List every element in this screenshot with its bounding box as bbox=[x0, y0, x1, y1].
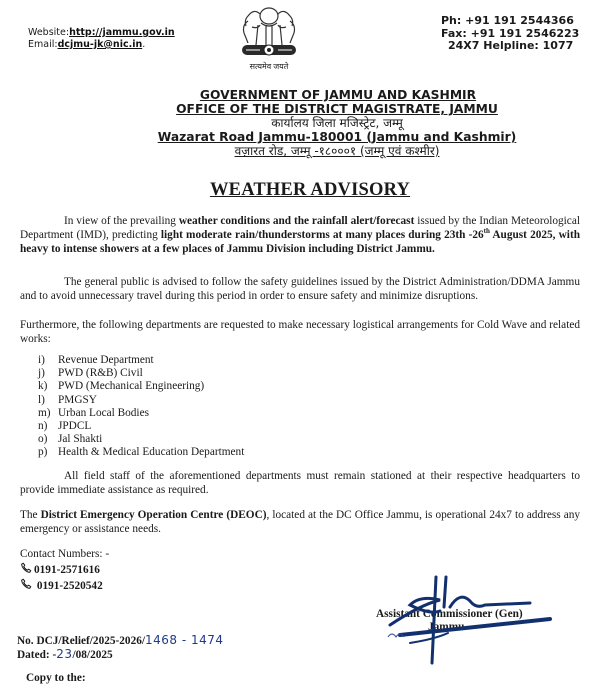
list-item bbox=[38, 420, 244, 433]
phone-icon bbox=[20, 562, 32, 574]
website-label: Website: bbox=[28, 27, 70, 38]
contact-label: Contact Numbers: - bbox=[20, 548, 110, 560]
signatory-location: Jammu bbox=[428, 621, 465, 633]
contact-numbers bbox=[20, 547, 109, 594]
date-handwritten-day: 23 bbox=[56, 647, 73, 661]
department-name: PWD (Mechanical Engineering) bbox=[58, 380, 205, 393]
state-emblem bbox=[228, 3, 310, 75]
header-contact-left bbox=[28, 27, 175, 51]
department-name: Health & Medical Education Department bbox=[58, 446, 245, 459]
p1-superscript: th bbox=[483, 227, 490, 236]
list-item bbox=[38, 367, 244, 380]
advisory-paragraph-field-staff: All field staff of the aforementioned departments must remain stationed at their respective headquarters to provide immediate assistance as required. bbox=[20, 470, 580, 496]
letterhead-government: GOVERNMENT OF JAMMU AND KASHMIR bbox=[199, 88, 477, 102]
letterhead-address-hindi: वज़ारत रोड, जम्मू -१८०००१ (जम्मू एवं कश्मीर) bbox=[234, 144, 440, 158]
letterhead-address: Wazarat Road Jammu-180001 (Jammu and Kashmir) bbox=[157, 130, 517, 144]
reference-number-handwritten: 1468 - 1474 bbox=[145, 633, 224, 647]
department-name: Jal Shakti bbox=[58, 433, 103, 446]
advisory-paragraph-imd bbox=[20, 214, 580, 256]
list-item bbox=[38, 407, 244, 420]
reference-block bbox=[17, 632, 224, 664]
list-marker: i) bbox=[38, 354, 45, 366]
list-item bbox=[38, 394, 244, 407]
letterhead bbox=[0, 88, 604, 158]
department-name: PWD (R&B) Civil bbox=[58, 367, 143, 380]
department-name: PMGSY bbox=[58, 393, 97, 406]
list-marker: n) bbox=[38, 420, 48, 433]
list-item bbox=[38, 433, 244, 446]
department-name: Revenue Department bbox=[58, 354, 154, 366]
p1-bold-1: weather conditions and the rainfall alert/forecast bbox=[178, 215, 415, 227]
list-item bbox=[38, 380, 244, 393]
email-link[interactable]: dcjmu-jk@nic.in bbox=[57, 39, 143, 50]
advisory-paragraph-departments: Furthermore, the following departments are requested to make necessary logistical arrangements for Cold Wave and related works: bbox=[20, 319, 580, 345]
phone-number: Ph: +91 191 2544366 bbox=[441, 14, 574, 27]
contact-number-2 bbox=[20, 578, 109, 594]
department-name: JPDCL bbox=[58, 420, 92, 433]
email-suffix: . bbox=[142, 39, 146, 50]
letterhead-office: OFFICE OF THE DISTRICT MAGISTRATE, JAMMU bbox=[176, 102, 498, 116]
p1-bold-3: August 2025, with heavy to intense showers at a few places of Jammu Division including District Jammu. bbox=[20, 229, 580, 255]
contact-number-1 bbox=[20, 562, 109, 578]
helpline-number: 24X7 Helpline: 1077 bbox=[448, 39, 574, 52]
email-line bbox=[28, 39, 175, 51]
letterhead-office-hindi: कार्यालय जिला मजिस्ट्रेट, जम्मू bbox=[271, 116, 403, 130]
list-marker: j) bbox=[38, 367, 45, 380]
department-list bbox=[38, 354, 244, 460]
list-marker: l) bbox=[38, 393, 45, 406]
header-contact-right bbox=[441, 15, 579, 53]
advisory-paragraph-deoc bbox=[20, 508, 580, 536]
list-marker: o) bbox=[38, 433, 48, 446]
lion-capital-icon bbox=[228, 3, 310, 61]
email-label: Email: bbox=[28, 39, 58, 50]
contact-number-text: 0191-2520542 bbox=[36, 580, 103, 592]
list-marker: k) bbox=[38, 380, 48, 393]
list-item bbox=[38, 354, 244, 367]
emblem-motto: सत्यमेव जयते bbox=[249, 62, 289, 71]
date-prefix: Dated: - bbox=[17, 649, 57, 661]
fax-number: Fax: +91 191 2546223 bbox=[441, 26, 580, 40]
website-line bbox=[28, 27, 175, 39]
p1-bold-2: light moderate rain/thunderstorms at many places during 23th -26 bbox=[160, 229, 484, 241]
list-marker: p) bbox=[38, 446, 48, 459]
document-title: WEATHER ADVISORY bbox=[209, 180, 411, 200]
website-link[interactable]: http://jammu.gov.in bbox=[69, 27, 175, 38]
phone-icon bbox=[20, 578, 32, 590]
contact-number-text: 0191-2571616 bbox=[34, 564, 100, 576]
p1-text-1: In view of the prevailing bbox=[64, 215, 179, 227]
date-suffix: /08/2025 bbox=[72, 649, 113, 661]
list-marker: m) bbox=[38, 406, 51, 419]
p1-text-2: issued by the Indian Meteorological Department (IMD), predicting bbox=[20, 215, 580, 241]
advisory-paragraph-public: The general public is advised to follow the safety guidelines issued by the District Administration/DDMA Jammu and to avoid unnecessary travel during this period in order to ensure safety and minimize disruptions. bbox=[20, 276, 580, 302]
p5-text-1: The bbox=[20, 509, 41, 521]
p5-bold-1: District Emergency Operation Centre (DEOC) bbox=[40, 509, 267, 521]
p5-text-2: , located at the DC Office Jammu, is operational 24x7 to address any emergency or assistance needs. bbox=[20, 509, 581, 535]
signature-icon bbox=[380, 575, 570, 665]
signatory-designation: Assistant Commissioner (Gen) bbox=[376, 608, 523, 620]
copy-to-label: Copy to the: bbox=[26, 672, 86, 684]
reference-number-prefix: No. DCJ/Relief/2025-2026/ bbox=[17, 635, 146, 647]
list-item bbox=[38, 446, 244, 459]
department-name: Urban Local Bodies bbox=[58, 406, 149, 419]
